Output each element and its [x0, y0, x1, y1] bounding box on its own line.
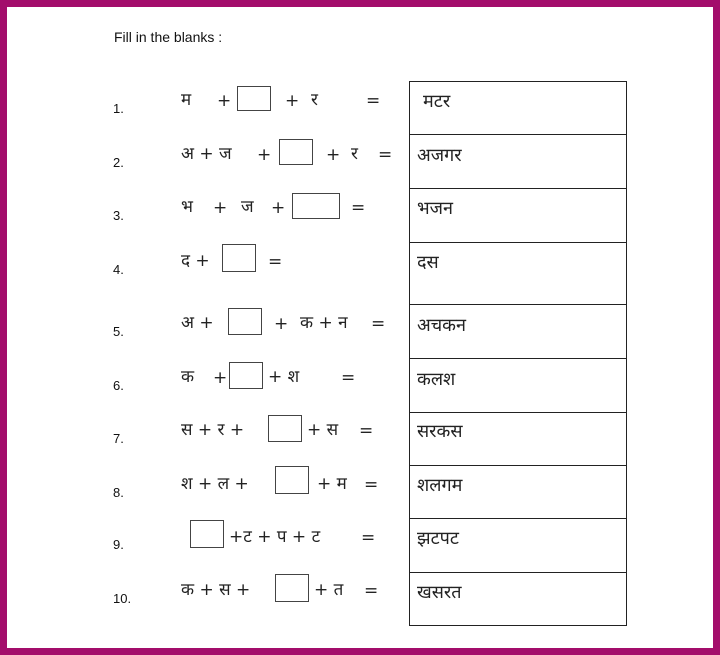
question-number-7: 7. [113, 431, 124, 446]
row-divider [409, 572, 627, 573]
q10-equals: = [364, 581, 379, 601]
answer-word-5: अचकन [417, 315, 466, 336]
q4-letter-da: द + [181, 251, 210, 271]
q1-equals: = [366, 91, 381, 111]
question-number-4: 4. [113, 262, 124, 277]
answer-word-9: झटपट [417, 528, 459, 549]
q5-blank-input[interactable] [228, 308, 262, 335]
q6-equals: = [341, 368, 356, 388]
q10-plus-ta: + त [314, 580, 344, 600]
answer-word-4: दस [417, 252, 439, 273]
question-number-1: 1. [113, 101, 124, 116]
q3-letter-ja: ज [241, 197, 254, 217]
q2-blank-input[interactable] [279, 139, 313, 165]
q3-letter-bha: भ [181, 197, 193, 217]
q5-letter-a: अ + [181, 313, 214, 333]
row-divider [409, 358, 627, 359]
q2-equals: = [378, 145, 393, 165]
row-divider [409, 412, 627, 413]
q5-equals: = [371, 314, 386, 334]
q7-letters: स + र + [181, 420, 245, 440]
q1-plus-1: + [217, 91, 232, 111]
q2-plus-2: + [326, 145, 341, 165]
row-divider [409, 518, 627, 519]
question-number-2: 2. [113, 155, 124, 170]
answer-word-10: खसरत [417, 582, 462, 603]
question-number-6: 6. [113, 378, 124, 393]
q6-plus: + [213, 368, 228, 388]
question-number-10: 10. [113, 591, 132, 606]
q4-equals: = [268, 252, 283, 272]
q5-letters: क + न [300, 313, 348, 333]
q1-letter-ra: र [311, 90, 318, 110]
q1-letter-ma: म [181, 90, 192, 110]
q8-plus-ma: + म [317, 474, 347, 494]
answer-word-8: शलगम [417, 475, 463, 496]
row-divider [409, 304, 627, 305]
q3-plus-2: + [271, 198, 286, 218]
q3-blank-input[interactable] [292, 193, 340, 219]
q6-plus-sha: + श [268, 367, 300, 387]
q10-letters: क + स + [181, 580, 251, 600]
row-divider [409, 134, 627, 135]
q5-plus: + [274, 314, 289, 334]
q3-equals: = [351, 198, 366, 218]
answer-word-6: कलश [417, 369, 456, 390]
q8-equals: = [364, 475, 379, 495]
q2-letters: अ + ज [181, 144, 232, 164]
q1-blank-input[interactable] [237, 86, 271, 111]
answer-word-3: भजन [417, 198, 453, 219]
q9-blank-input[interactable] [190, 520, 224, 548]
q6-letter-ka: क [181, 367, 195, 387]
q10-blank-input[interactable] [275, 574, 309, 602]
row-divider [409, 242, 627, 243]
row-divider [409, 465, 627, 466]
q8-letters: श + ल + [181, 474, 249, 494]
question-number-5: 5. [113, 324, 124, 339]
q4-blank-input[interactable] [222, 244, 256, 272]
q6-blank-input[interactable] [229, 362, 263, 389]
answer-word-7: सरकस [417, 421, 463, 442]
worksheet-title: Fill in the blanks : [114, 29, 223, 45]
q2-plus-1: + [257, 145, 272, 165]
q9-letters: +ट + प + ट [229, 527, 321, 547]
question-number-9: 9. [113, 537, 124, 552]
question-number-8: 8. [113, 485, 124, 500]
answer-word-2: अजगर [417, 145, 462, 166]
q2-letter-ra: र [351, 144, 358, 164]
answer-word-1: मटर [423, 91, 451, 112]
q7-equals: = [359, 421, 374, 441]
q7-blank-input[interactable] [268, 415, 302, 442]
row-divider [409, 188, 627, 189]
question-number-3: 3. [113, 208, 124, 223]
q9-equals: = [361, 528, 376, 548]
q7-plus-sa: + स [307, 420, 339, 440]
q8-blank-input[interactable] [275, 466, 309, 494]
q1-plus-2: + [285, 91, 300, 111]
q3-plus-1: + [213, 198, 228, 218]
